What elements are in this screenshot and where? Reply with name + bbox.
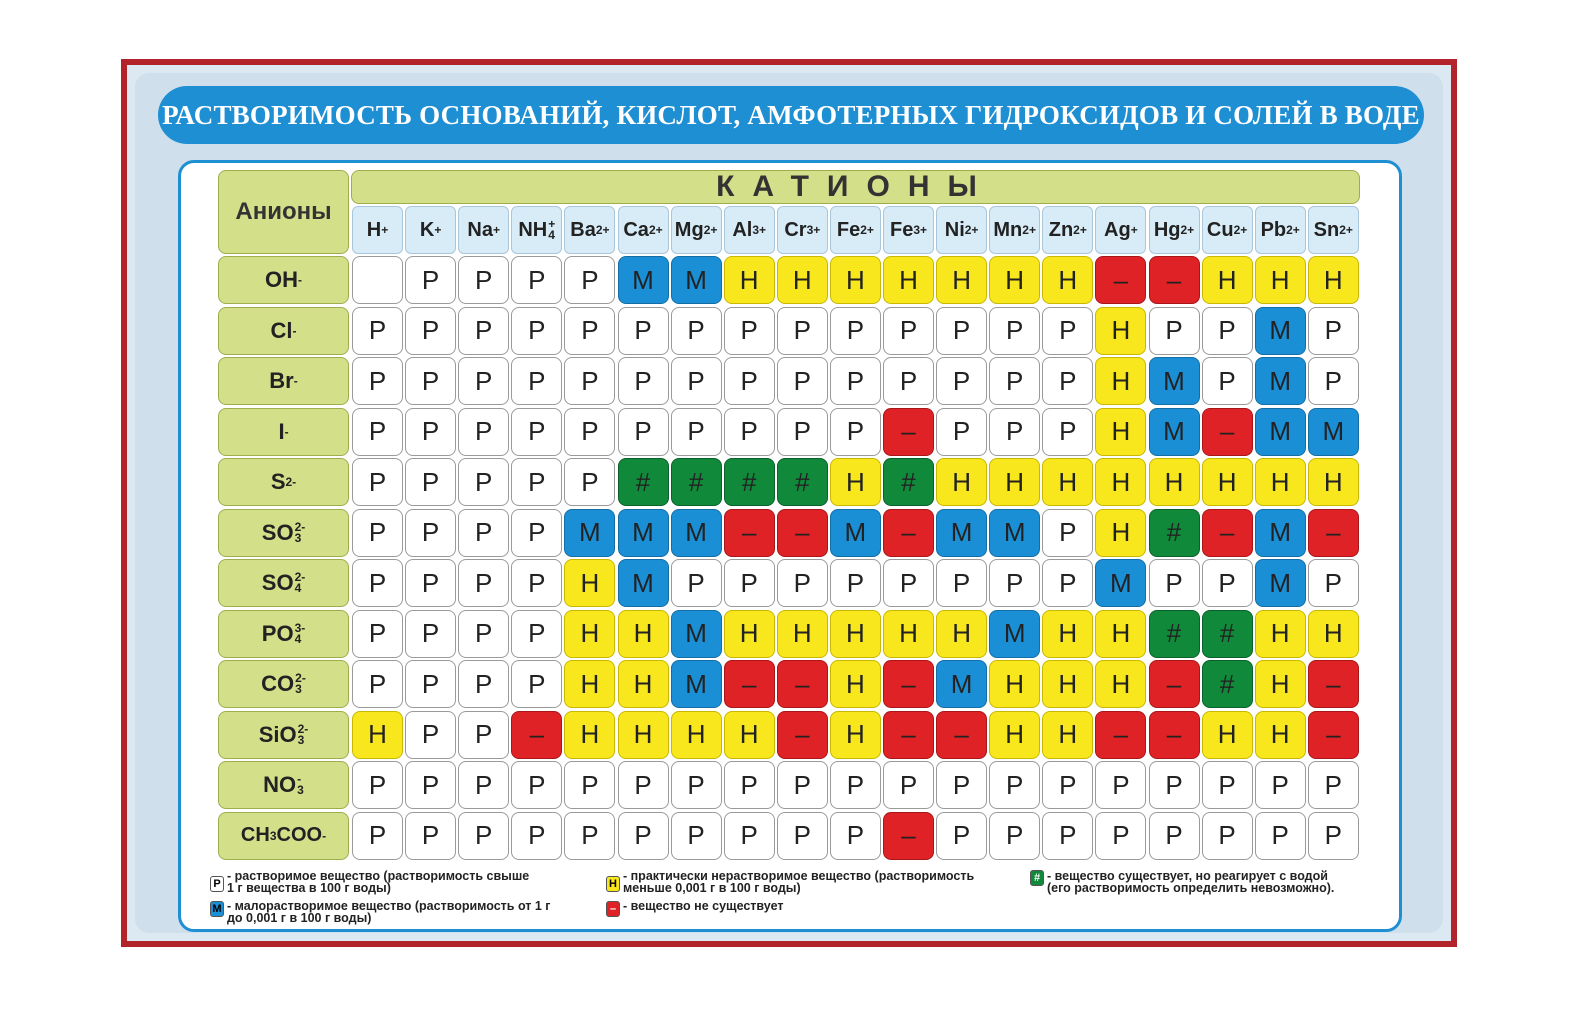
solubility-cell: Р xyxy=(458,761,509,809)
legend-nonexistent xyxy=(623,900,784,912)
solubility-cell: М xyxy=(564,509,615,557)
solubility-cell: – xyxy=(1308,509,1359,557)
solubility-cell: М xyxy=(1308,408,1359,456)
solubility-cell: Р xyxy=(458,559,509,607)
solubility-cell: Р xyxy=(352,610,403,658)
solubility-cell: Н xyxy=(936,458,987,506)
solubility-cell: Н xyxy=(1202,458,1253,506)
solubility-cell: Н xyxy=(936,610,987,658)
solubility-cell: Р xyxy=(511,559,562,607)
legend-soluble-line1: - растворимое вещество (растворимость свыше xyxy=(227,869,530,883)
solubility-cell: Н xyxy=(1042,458,1093,506)
cation-header-1: K + xyxy=(405,206,456,254)
solubility-cell: Н xyxy=(1255,610,1306,658)
solubility-cell: # xyxy=(618,458,669,506)
solubility-cell: # xyxy=(1202,660,1253,708)
solubility-cell: Н xyxy=(564,660,615,708)
solubility-cell: Р xyxy=(989,761,1040,809)
poster-title: РАСТВОРИМОСТЬ ОСНОВАНИЙ, КИСЛОТ, АМФОТЕРНЫХ ГИДРОКСИДОВ И СОЛЕЙ В ВОДЕ xyxy=(158,86,1424,144)
solubility-cell: Н xyxy=(671,711,722,759)
solubility-cell: Н xyxy=(989,711,1040,759)
solubility-cell: М xyxy=(936,509,987,557)
legend-insoluble-line2: меньше 0,001 г в 100 г воды) xyxy=(623,881,801,895)
cation-header-2: Na + xyxy=(458,206,509,254)
solubility-cell: Р xyxy=(352,509,403,557)
solubility-cell: – xyxy=(883,509,934,557)
solubility-cell: Р xyxy=(564,761,615,809)
solubility-cell: Р xyxy=(564,256,615,304)
solubility-cell xyxy=(352,256,403,304)
solubility-cell: # xyxy=(1149,610,1200,658)
solubility-cell: Р xyxy=(883,761,934,809)
solubility-cell: М xyxy=(671,256,722,304)
solubility-cell: – xyxy=(1202,408,1253,456)
solubility-cell: Р xyxy=(618,761,669,809)
cation-header-3: NH + 4 xyxy=(511,206,562,254)
cation-header-12: Mn 2+ xyxy=(989,206,1040,254)
solubility-cell: Р xyxy=(352,559,403,607)
anion-header-10: NO - 3 xyxy=(218,761,349,809)
solubility-cell: Р xyxy=(352,761,403,809)
cation-header-14: Ag + xyxy=(1095,206,1146,254)
solubility-cell: # xyxy=(883,458,934,506)
solubility-cell: Р xyxy=(352,357,403,405)
solubility-cell: Р xyxy=(458,812,509,860)
anion-header-9: SiO 2- 3 xyxy=(218,711,349,759)
solubility-cell: Р xyxy=(1042,509,1093,557)
anion-header-7: PO 3- 4 xyxy=(218,610,349,658)
solubility-cell: Р xyxy=(724,559,775,607)
solubility-cell: Р xyxy=(405,458,456,506)
solubility-cell: – xyxy=(724,660,775,708)
solubility-cell: Р xyxy=(1042,408,1093,456)
solubility-cell: Р xyxy=(352,812,403,860)
anion-header-1: Cl - xyxy=(218,307,349,355)
cation-header-7: Al 3+ xyxy=(724,206,775,254)
solubility-cell: Н xyxy=(830,711,881,759)
solubility-cell: М xyxy=(936,660,987,708)
solubility-cell: – xyxy=(511,711,562,759)
solubility-cell: Р xyxy=(989,307,1040,355)
solubility-cell: Н xyxy=(618,711,669,759)
solubility-cell: – xyxy=(1149,256,1200,304)
solubility-cell: Н xyxy=(564,711,615,759)
anion-header-6: SO 2- 4 xyxy=(218,559,349,607)
anion-header-2: Br - xyxy=(218,357,349,405)
anion-header-0: OH - xyxy=(218,256,349,304)
solubility-cell: – xyxy=(1308,711,1359,759)
solubility-cell: Н xyxy=(1042,256,1093,304)
solubility-cell: Р xyxy=(1202,357,1253,405)
solubility-cell: Р xyxy=(458,256,509,304)
solubility-cell: Н xyxy=(830,458,881,506)
solubility-cell: Р xyxy=(564,812,615,860)
solubility-cell: Н xyxy=(1042,610,1093,658)
solubility-cell: М xyxy=(1255,307,1306,355)
cation-header-17: Pb 2+ xyxy=(1255,206,1306,254)
solubility-cell: Н xyxy=(1255,256,1306,304)
solubility-cell: Н xyxy=(724,711,775,759)
solubility-cell: – xyxy=(883,408,934,456)
solubility-cell: М xyxy=(1149,408,1200,456)
solubility-cell: Р xyxy=(671,408,722,456)
solubility-cell: М xyxy=(618,509,669,557)
legend-reacts-line2: (его растворимость определить невозможно). xyxy=(1047,881,1335,895)
solubility-cell: Р xyxy=(883,559,934,607)
solubility-cell: Р xyxy=(1095,812,1146,860)
solubility-cell: # xyxy=(724,458,775,506)
solubility-cell: Р xyxy=(989,812,1040,860)
legend-swatch-reacts-with-water: # xyxy=(1030,870,1044,886)
solubility-cell: – xyxy=(777,711,828,759)
solubility-cell: М xyxy=(671,610,722,658)
solubility-cell: Н xyxy=(830,660,881,708)
solubility-cell: Р xyxy=(511,408,562,456)
solubility-cell: М xyxy=(1255,509,1306,557)
solubility-cell: Р xyxy=(1308,812,1359,860)
solubility-cell: Р xyxy=(936,812,987,860)
solubility-cell: М xyxy=(1255,559,1306,607)
solubility-cell: Р xyxy=(1095,761,1146,809)
solubility-cell: М xyxy=(671,660,722,708)
solubility-cell: Н xyxy=(777,610,828,658)
solubility-cell: Р xyxy=(830,357,881,405)
anion-header-3: I - xyxy=(218,408,349,456)
anion-header-8: CO 2- 3 xyxy=(218,660,349,708)
legend-insoluble-line1: - практически нерастворимое вещество (растворимость xyxy=(623,869,975,883)
solubility-cell: Н xyxy=(936,256,987,304)
solubility-cell: Н xyxy=(1308,256,1359,304)
legend-nonexistent-line1: - вещество не существует xyxy=(623,899,784,913)
solubility-cell: Р xyxy=(777,408,828,456)
solubility-cell: # xyxy=(777,458,828,506)
solubility-cell: – xyxy=(883,660,934,708)
solubility-cell: – xyxy=(1149,711,1200,759)
solubility-cell: Р xyxy=(1308,559,1359,607)
solubility-cell: Н xyxy=(830,256,881,304)
solubility-cell: Р xyxy=(830,761,881,809)
solubility-cell: Н xyxy=(1042,660,1093,708)
legend-swatch-insoluble: Н xyxy=(606,876,620,892)
solubility-cell: Р xyxy=(724,307,775,355)
cation-header-0: H + xyxy=(352,206,403,254)
cation-header-11: Ni 2+ xyxy=(936,206,987,254)
solubility-cell: Р xyxy=(511,458,562,506)
solubility-cell: М xyxy=(1095,559,1146,607)
solubility-cell: Р xyxy=(671,559,722,607)
cation-header-6: Mg 2+ xyxy=(671,206,722,254)
solubility-cell: Р xyxy=(936,761,987,809)
solubility-cell: – xyxy=(883,711,934,759)
solubility-cell: Р xyxy=(777,307,828,355)
legend-soluble xyxy=(227,870,529,894)
cation-header-5: Ca 2+ xyxy=(618,206,669,254)
solubility-cell: Р xyxy=(458,307,509,355)
solubility-cell: Н xyxy=(1042,711,1093,759)
solubility-cell: Р xyxy=(1308,357,1359,405)
solubility-cell: Р xyxy=(830,408,881,456)
solubility-cell: Р xyxy=(405,256,456,304)
solubility-cell: Р xyxy=(405,660,456,708)
solubility-cell: Н xyxy=(989,660,1040,708)
solubility-cell: Р xyxy=(458,660,509,708)
solubility-cell: Р xyxy=(989,357,1040,405)
solubility-cell: Н xyxy=(1095,660,1146,708)
solubility-cell: Р xyxy=(1202,761,1253,809)
solubility-cell: – xyxy=(936,711,987,759)
solubility-cell: М xyxy=(618,559,669,607)
legend-insoluble xyxy=(623,870,974,894)
solubility-cell: Р xyxy=(830,559,881,607)
solubility-cell: Р xyxy=(724,357,775,405)
solubility-cell: Н xyxy=(1149,458,1200,506)
solubility-cell: Р xyxy=(671,357,722,405)
cation-header-16: Cu 2+ xyxy=(1202,206,1253,254)
solubility-cell: М xyxy=(1255,357,1306,405)
solubility-cell: Н xyxy=(1308,610,1359,658)
solubility-cell: Р xyxy=(724,761,775,809)
solubility-cell: Р xyxy=(511,509,562,557)
solubility-cell: Н xyxy=(830,610,881,658)
cation-header-15: Hg 2+ xyxy=(1149,206,1200,254)
solubility-cell: Н xyxy=(1255,458,1306,506)
solubility-cell: Р xyxy=(671,812,722,860)
solubility-cell: Н xyxy=(883,256,934,304)
solubility-cell: Р xyxy=(989,559,1040,607)
solubility-cell: Н xyxy=(1095,357,1146,405)
solubility-cell: Р xyxy=(352,660,403,708)
solubility-cell: Н xyxy=(618,660,669,708)
solubility-cell: Р xyxy=(405,357,456,405)
solubility-cell: Р xyxy=(511,660,562,708)
solubility-cell: Р xyxy=(1255,812,1306,860)
solubility-cell: Р xyxy=(1149,761,1200,809)
solubility-cell: Р xyxy=(1202,812,1253,860)
solubility-cell: Р xyxy=(405,761,456,809)
solubility-cell: Р xyxy=(405,610,456,658)
solubility-cell: Н xyxy=(1095,610,1146,658)
solubility-cell: Р xyxy=(989,408,1040,456)
solubility-cell: Н xyxy=(1095,307,1146,355)
solubility-cell: М xyxy=(671,509,722,557)
cation-header-9: Fe 2+ xyxy=(830,206,881,254)
cation-header-4: Ba 2+ xyxy=(564,206,615,254)
solubility-cell: Р xyxy=(458,408,509,456)
solubility-cell: Н xyxy=(989,256,1040,304)
solubility-cell: Р xyxy=(352,458,403,506)
legend-reacts-with-water xyxy=(1047,870,1334,894)
solubility-cell: – xyxy=(777,509,828,557)
solubility-cell: Р xyxy=(405,711,456,759)
solubility-cell: М xyxy=(618,256,669,304)
solubility-cell: М xyxy=(1149,357,1200,405)
solubility-cell: – xyxy=(1095,256,1146,304)
solubility-cell: – xyxy=(1095,711,1146,759)
solubility-cell: Н xyxy=(724,256,775,304)
solubility-cell: Р xyxy=(936,408,987,456)
legend-soluble-line2: 1 г вещества в 100 г воды) xyxy=(227,881,391,895)
anions-header: Анионы xyxy=(218,170,349,254)
solubility-cell: Р xyxy=(777,559,828,607)
solubility-cell: Р xyxy=(352,307,403,355)
solubility-cell: Р xyxy=(564,307,615,355)
solubility-cell: Р xyxy=(458,458,509,506)
solubility-cell: Р xyxy=(511,307,562,355)
solubility-cell: Р xyxy=(1042,559,1093,607)
anion-header-4: S 2- xyxy=(218,458,349,506)
solubility-cell: Р xyxy=(777,761,828,809)
anion-header-5: SO 2- 3 xyxy=(218,509,349,557)
solubility-cell: # xyxy=(1202,610,1253,658)
solubility-cell: Р xyxy=(1308,307,1359,355)
cation-header-10: Fe 3+ xyxy=(883,206,934,254)
solubility-cell: Р xyxy=(724,408,775,456)
solubility-cell: Р xyxy=(671,307,722,355)
solubility-cell: Н xyxy=(1095,458,1146,506)
solubility-cell: М xyxy=(1255,408,1306,456)
solubility-cell: Р xyxy=(511,256,562,304)
solubility-cell: Н xyxy=(1255,660,1306,708)
solubility-cell: Р xyxy=(1255,761,1306,809)
solubility-cell: М xyxy=(989,509,1040,557)
solubility-cell: # xyxy=(671,458,722,506)
legend-slightly-soluble-line2: до 0,001 г в 100 г воды) xyxy=(227,911,372,925)
legend-slightly-soluble-line1: - малорастворимое вещество (растворимость от 1 г xyxy=(227,899,551,913)
solubility-cell: Р xyxy=(1149,307,1200,355)
solubility-cell: Н xyxy=(564,610,615,658)
solubility-cell: Р xyxy=(458,610,509,658)
legend-swatch-soluble: Р xyxy=(210,876,224,892)
solubility-cell: Р xyxy=(936,357,987,405)
solubility-cell: – xyxy=(777,660,828,708)
solubility-cell: Р xyxy=(1042,761,1093,809)
solubility-cell: М xyxy=(989,610,1040,658)
solubility-cell: Р xyxy=(458,711,509,759)
solubility-cell: # xyxy=(1149,509,1200,557)
solubility-cell: Р xyxy=(405,559,456,607)
legend-swatch-nonexistent: – xyxy=(606,901,620,917)
solubility-cell: Р xyxy=(777,812,828,860)
solubility-cell: – xyxy=(724,509,775,557)
solubility-cell: Р xyxy=(1202,307,1253,355)
solubility-cell: Р xyxy=(511,357,562,405)
solubility-cell: Р xyxy=(936,559,987,607)
solubility-cell: Р xyxy=(883,307,934,355)
solubility-cell: Н xyxy=(1202,256,1253,304)
solubility-cell: Р xyxy=(936,307,987,355)
solubility-cell: – xyxy=(1149,660,1200,708)
solubility-cell: Р xyxy=(352,408,403,456)
solubility-cell: Р xyxy=(564,408,615,456)
solubility-cell: Р xyxy=(1202,559,1253,607)
solubility-cell: Р xyxy=(405,408,456,456)
solubility-cell: Р xyxy=(458,509,509,557)
solubility-cell: Р xyxy=(458,357,509,405)
solubility-cell: Р xyxy=(830,812,881,860)
solubility-cell: Н xyxy=(352,711,403,759)
solubility-cell: Р xyxy=(511,761,562,809)
solubility-cell: Н xyxy=(1308,458,1359,506)
solubility-cell: Н xyxy=(564,559,615,607)
solubility-cell: Р xyxy=(511,812,562,860)
solubility-cell: Р xyxy=(618,812,669,860)
solubility-cell: – xyxy=(1202,509,1253,557)
cation-header-8: Cr 3+ xyxy=(777,206,828,254)
solubility-cell: Р xyxy=(618,408,669,456)
solubility-cell: Р xyxy=(405,307,456,355)
solubility-cell: Р xyxy=(618,307,669,355)
solubility-cell: Н xyxy=(883,610,934,658)
solubility-cell: Н xyxy=(1095,509,1146,557)
legend-swatch-slightly-soluble: М xyxy=(210,901,224,917)
solubility-cell: Р xyxy=(1042,307,1093,355)
solubility-cell: Н xyxy=(1095,408,1146,456)
solubility-cell: Р xyxy=(724,812,775,860)
solubility-cell: Р xyxy=(618,357,669,405)
solubility-cell: М xyxy=(830,509,881,557)
solubility-cell: – xyxy=(883,812,934,860)
solubility-cell: Р xyxy=(564,357,615,405)
solubility-cell: Р xyxy=(1149,559,1200,607)
solubility-cell: Р xyxy=(405,509,456,557)
solubility-cell: Н xyxy=(1255,711,1306,759)
solubility-cell: Р xyxy=(883,357,934,405)
solubility-cell: Н xyxy=(618,610,669,658)
solubility-cell: Н xyxy=(777,256,828,304)
anion-header-11: CH 3 COO - xyxy=(218,812,349,860)
solubility-cell: Н xyxy=(1202,711,1253,759)
solubility-cell: Н xyxy=(989,458,1040,506)
cation-header-13: Zn 2+ xyxy=(1042,206,1093,254)
solubility-cell: Р xyxy=(1308,761,1359,809)
solubility-cell: Р xyxy=(1042,357,1093,405)
solubility-cell: Р xyxy=(564,458,615,506)
solubility-cell: Р xyxy=(1042,812,1093,860)
cation-header-18: Sn 2+ xyxy=(1308,206,1359,254)
solubility-cell: Р xyxy=(830,307,881,355)
solubility-cell: Р xyxy=(511,610,562,658)
legend-reacts-line1: - вещество существует, но реагирует с водой xyxy=(1047,869,1328,883)
solubility-cell: Р xyxy=(1149,812,1200,860)
solubility-cell: Р xyxy=(405,812,456,860)
solubility-cell: Р xyxy=(671,761,722,809)
solubility-cell: – xyxy=(1308,660,1359,708)
solubility-cell: Р xyxy=(777,357,828,405)
legend-slightly-soluble xyxy=(227,900,551,924)
cations-header: КАТИОНЫ xyxy=(351,170,1360,204)
solubility-cell: Н xyxy=(724,610,775,658)
